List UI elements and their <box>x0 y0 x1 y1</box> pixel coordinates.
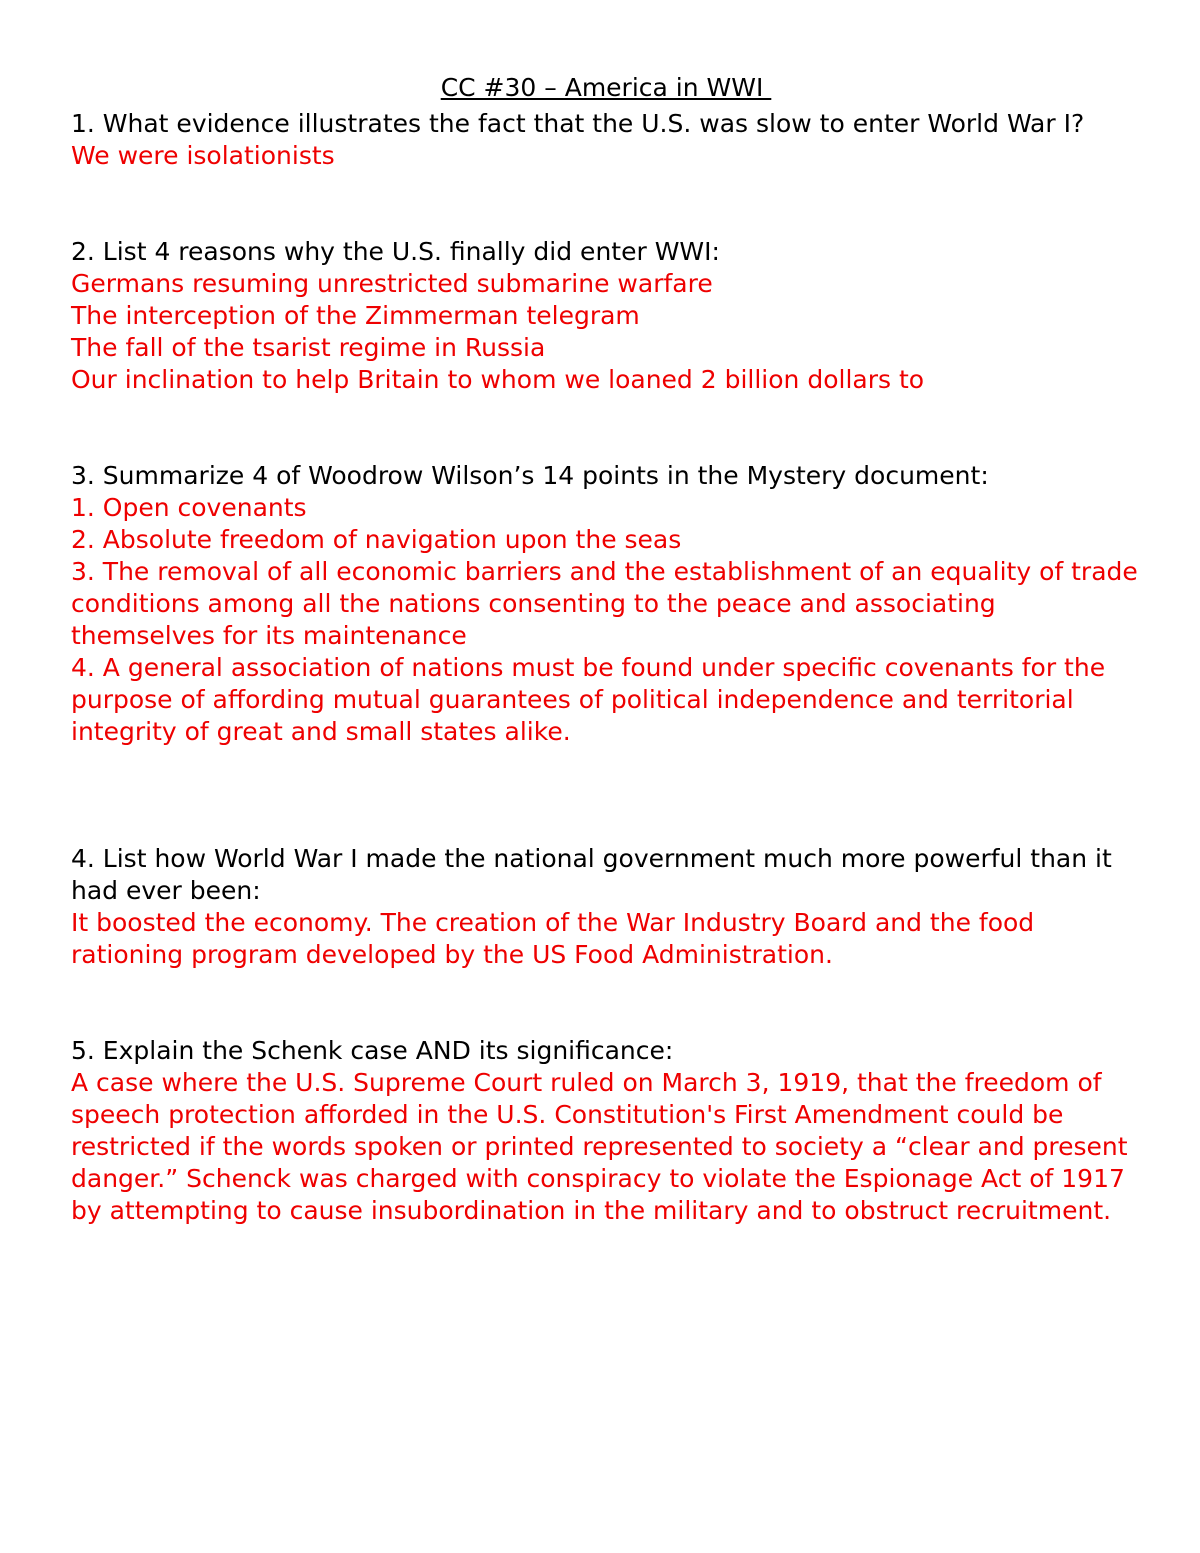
answer-3-point-3: 3. The removal of all economic barriers and the establishment of an equality of trade conditions among all the nations consenting to the peace and associating themselves for its maintenance <box>71 557 1138 650</box>
answer-3-point-1: 1. Open covenants <box>71 493 307 522</box>
answer-2-reason-4: Our inclination to help Britain to whom we loaned 2 billion dollars to <box>71 365 925 394</box>
question-4: 4. List how World War I made the national government much more powerful than it had ever been: <box>71 844 1112 905</box>
spacer <box>71 971 1141 1035</box>
question-1: 1. What evidence illustrates the fact that the U.S. was slow to enter World War I? <box>71 109 1085 138</box>
document-page <box>71 70 1141 1227</box>
answer-2-reason-1: Germans resuming unrestricted submarine warfare <box>71 269 713 298</box>
question-2: 2. List 4 reasons why the U.S. finally did enter WWI: <box>71 237 720 266</box>
question-5: 5. Explain the Schenk case AND its significance: <box>71 1036 674 1065</box>
question-3: 3. Summarize 4 of Woodrow Wilson’s 14 points in the Mystery document: <box>71 461 989 490</box>
answer-5: A case where the U.S. Supreme Court ruled on March 3, 1919, that the freedom of speech protection afforded in the U.S. Constitution's First Amendment could be restricted if the words spoken or printed represented to society a “clear and present danger.” Schenck was charged with conspiracy to violate the Espionage Act of 1917 by attempting to cause insubordination in the military and to obstruct recruitment. <box>71 1068 1128 1225</box>
spacer <box>71 748 1141 843</box>
answer-3-point-2: 2. Absolute freedom of navigation upon the seas <box>71 525 682 554</box>
answer-2-reason-3: The fall of the tsarist regime in Russia <box>71 333 546 362</box>
spacer <box>71 172 1141 236</box>
answer-3-point-4: 4. A general association of nations must be found under specific covenants for the purpose of affording mutual guarantees of political independence and territorial integrity of great and small states alike. <box>71 653 1106 746</box>
answer-1: We were isolationists <box>71 141 335 170</box>
spacer <box>71 396 1141 460</box>
answer-2-reason-2: The interception of the Zimmerman telegram <box>71 301 640 330</box>
document-title: CC #30 – America in WWI <box>440 73 772 102</box>
answer-4: It boosted the economy. The creation of the War Industry Board and the food rationing program developed by the US Food Administration. <box>71 908 1035 969</box>
